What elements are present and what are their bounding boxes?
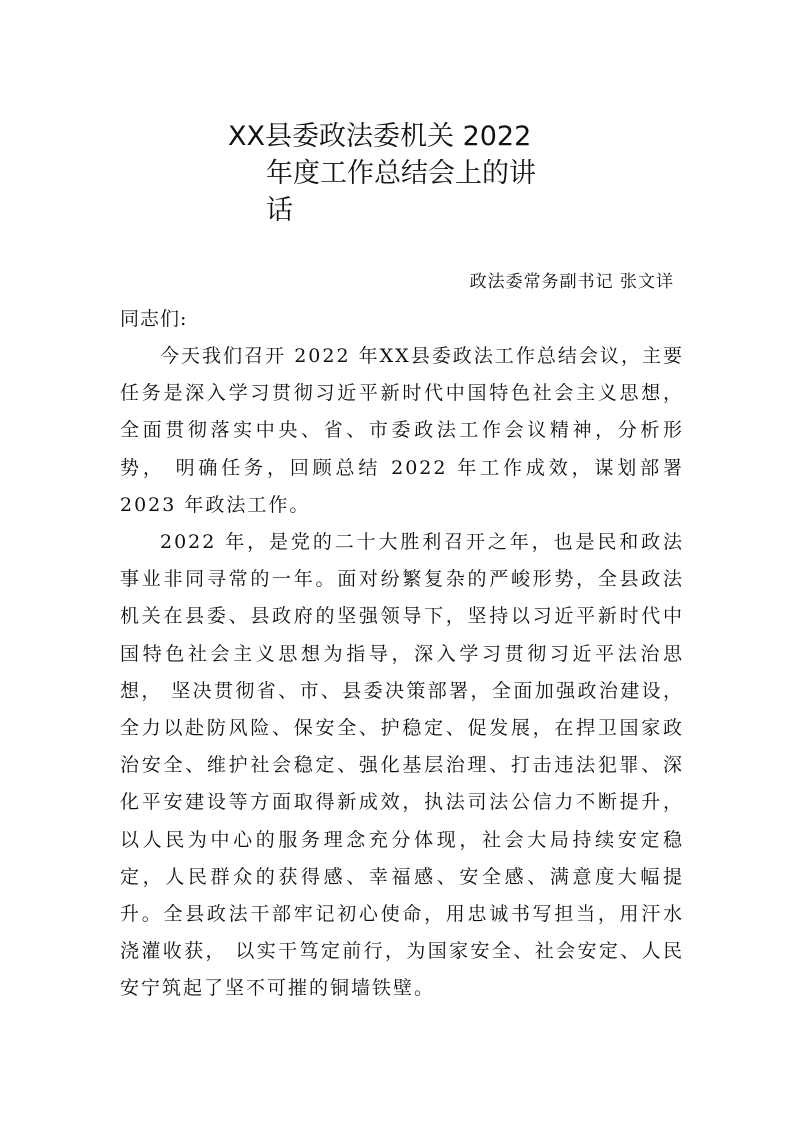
document-title bbox=[228, 118, 568, 229]
paragraph-2: 2022 年，是党的二十大胜利召开之年，也是民和政法事业非同寻常的一年。面对纷繁复杂的严峻形势，全县政法机关在县委、县政府的坚强领导下，坚持以习近平新时代中国特色社会主义思想为指导，深入学习贯彻习近平法治思想， 坚决贯彻省、市、县委决策部署，全面加强政治建设，全力以赴防风险、保安全、护稳定、促发展，在捍卫国家政治安全、维护社会稳定、强化基层治理、打击违法犯罪、深化平安建设等方面取得新成效，执法司法公信力不断提升，以人民为中心的服务理念充分体现，社会大局持续安定稳定，人民群众的获得感、幸福感、安全感、满意度大幅提升。全县政法干部牢记初心使命，用忠诚书写担当，用汗水浇灌收获， 以实干笃定前行，为国家安全、社会安定、人民安宁筑起了坚不可摧的铜墙铁壁。 bbox=[120, 531, 684, 1000]
speaker-signature: 政法委常务副书记 张文详 bbox=[469, 272, 674, 292]
title-line-2: 年度工作总结会上的讲 bbox=[266, 158, 536, 189]
paragraph-1: 今天我们召开 2022 年XX县委政法工作总结会议，主要任务是深入学习贯彻习近平新时代中国特色社会主义思想， 全面贯彻落实中央、省、市委政法工作会议精神，分析形势， 明确任务，回顾总结 2022 年工作成效，谋划部署 2023 年政法工作。 bbox=[120, 345, 684, 516]
title-line-3: 话 bbox=[266, 195, 293, 226]
title-line-1: XX县委政法委机关 2022 bbox=[228, 121, 532, 152]
greeting: 同志们: bbox=[120, 308, 188, 330]
speech-body bbox=[120, 338, 684, 1008]
